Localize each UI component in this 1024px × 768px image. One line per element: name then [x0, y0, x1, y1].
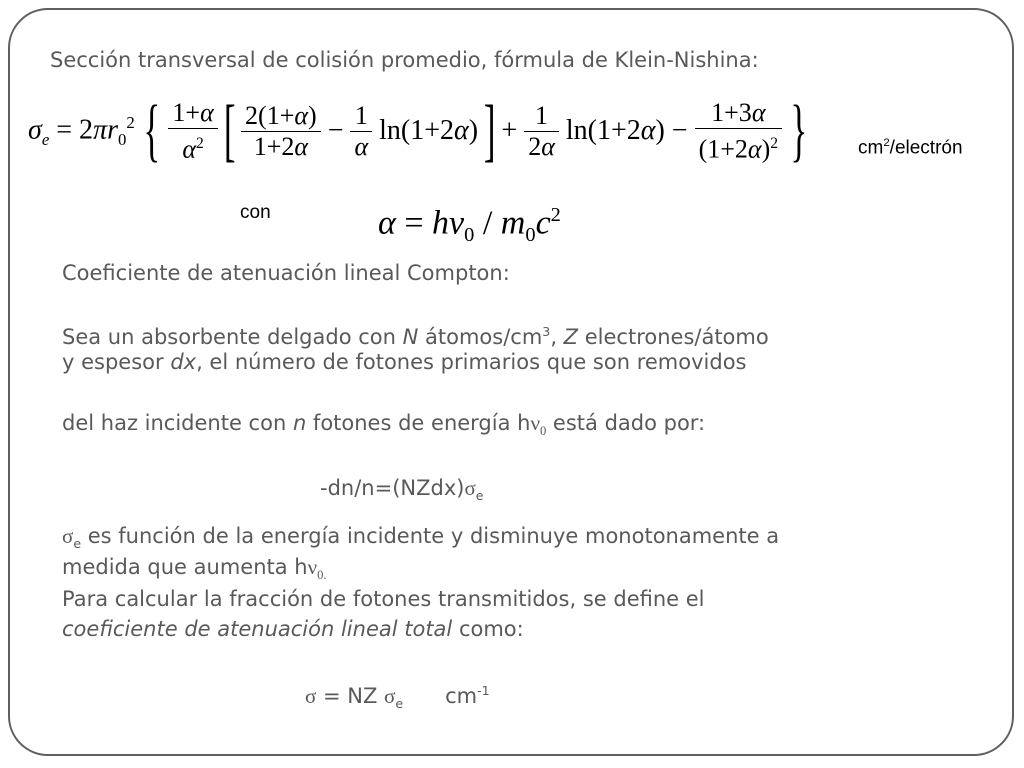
- para3-line2: medida que aumenta $h\nu_{0.}$: [62, 555, 327, 583]
- con-label: con: [240, 202, 271, 223]
- formula-units: $cm^2$/electrón: [858, 137, 963, 159]
- slide-title: Sección transversal de colisión promedio, fórmula de Klein-Nishina:: [50, 48, 759, 72]
- para1-line2: y espesor dx, el número de fotones primarios que son removidos: [62, 350, 747, 374]
- para1-line1: Sea un absorbente delgado con N átomos/$cm^3$, Z electrones/átomo: [62, 324, 769, 349]
- equation-dn-n: $-dn/n=(NZdx)\sigma_e$: [320, 476, 484, 504]
- para2: del haz incidente con n fotones de energía $h\nu_0$ está dado por:: [62, 411, 706, 439]
- alpha-definition: $\alpha = h\nu_0 / m_0c^2$: [378, 204, 561, 247]
- coef-heading: Coeficiente de atenuación lineal Compton:: [62, 261, 510, 285]
- para3-line3: Para calcular la fracción de fotones transmitidos, se define el: [62, 587, 705, 611]
- equation-sigma-total: σ = NZ $\sigma_e$ $cm^{-1}$: [305, 683, 490, 712]
- para3-line4: coeficiente de atenuación lineal total como:: [62, 617, 524, 641]
- para3-line1: $\sigma_e$ es función de la energía incidente y disminuye monotonamente a: [62, 524, 780, 552]
- klein-nishina-formula: $\sigma_e = 2\pi r_0^2$ { $\frac{1+\alpha}{\alpha^2}$ [ $\frac{2(1+\alpha)}{1+2\alpha}$ − $\frac{1}{\alpha}$ ln(1+2α) ] + $\frac{1}{2\alpha}$ ln(1+2α) − $\frac{1+3\alpha}{(1+2\alpha)^2}$ }: [28, 92, 808, 169]
